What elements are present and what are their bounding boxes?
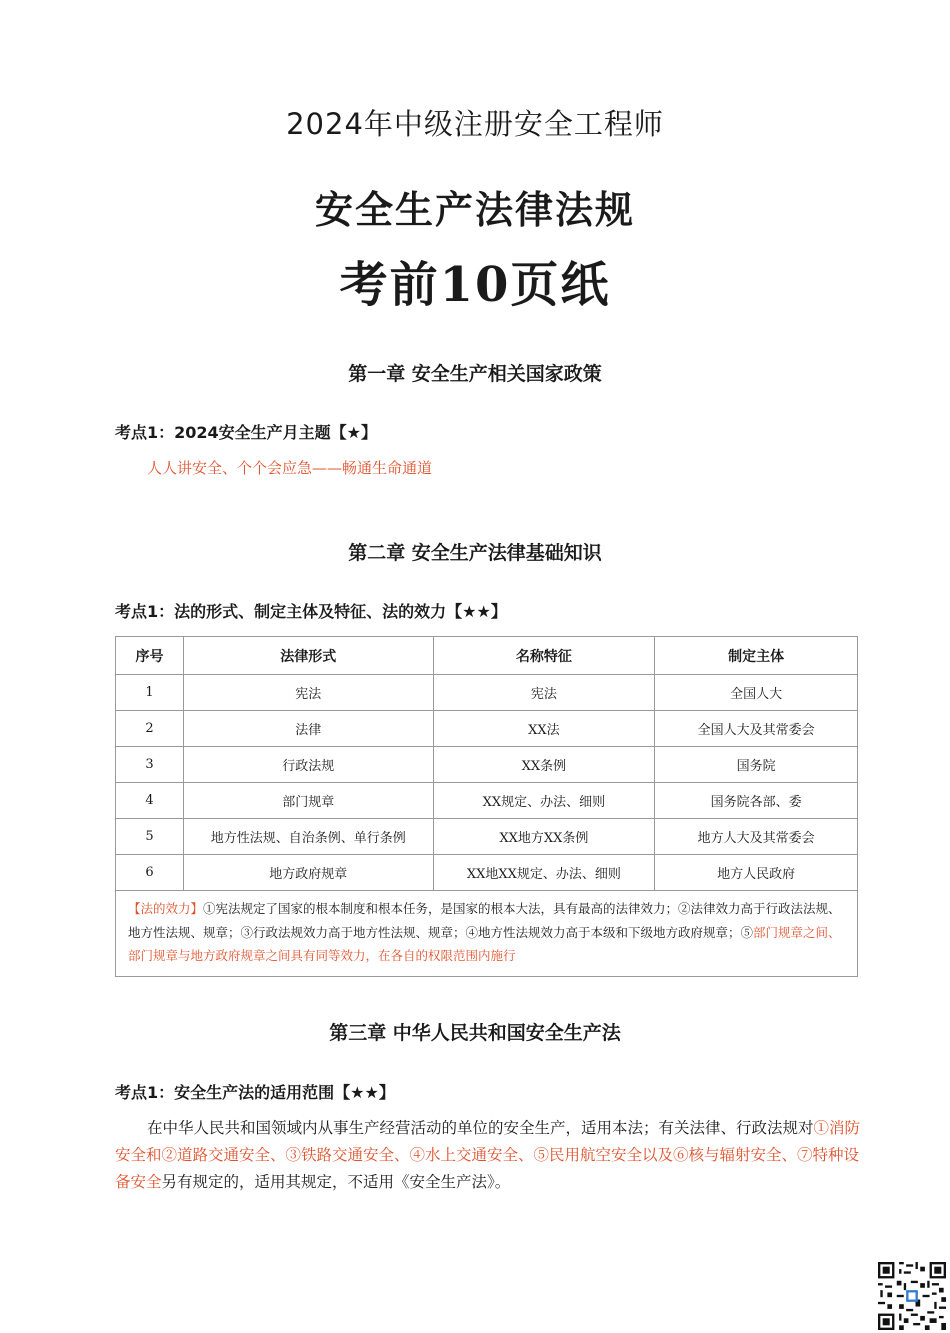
chapter-3-title: 第三章 中华人民共和国安全生产法 [329,1022,621,1044]
table-row [116,783,858,819]
exam-year-title: 2024年中级注册安全工程师 [286,107,664,141]
header-cell: 序号 [116,637,184,675]
scope-highlight: ①消防安全和②道路交通安全、③铁路交通安全、④水上交通安全、⑤民用航空安全以及⑥核与辐射安全、⑦特种设备安全 [115,1119,861,1191]
table-cell: 行政法规 [183,747,433,783]
table-cell: 地方人大及其常委会 [655,819,858,855]
table-cell: XX地XX规定、办法、细则 [433,855,655,891]
table-row [116,855,858,891]
table-row [116,675,858,711]
table-cell: 地方性法规、自治条例、单行条例 [183,819,433,855]
table-cell: 全国人大及其常委会 [655,711,858,747]
table-header-row [116,637,858,675]
header-cell: 制定主体 [655,637,858,675]
table-cell: 5 [116,819,184,855]
table-cell: XX地方XX条例 [433,819,655,855]
table-cell: 1 [116,675,184,711]
qr-code-icon [878,1262,946,1330]
table-row [116,747,858,783]
table-row [116,819,858,855]
scope-intro: 在中华人民共和国领域内从事生产经营活动的单位的安全生产，适用本法；有关法律、行政法规对 [147,1119,814,1137]
note-text: ①宪法规定了国家的根本制度和根本任务，是国家的根本大法，具有最高的法律效力；②法律效力高于行政法法规、地方性法规、规章；③行政法规效力高于地方性法规、规章；④地方性法规效力高于本级和下级地方政府规章；⑤ [128,901,841,940]
table-cell: 3 [116,747,184,783]
table-cell: XX条例 [433,747,655,783]
table-cell: XX规定、办法、细则 [433,783,655,819]
safety-month-theme: 人人讲安全、个个会应急——畅通生命通道 [147,459,433,477]
scope-tail: 另有规定的，适用其规定，不适用《安全生产法》。 [161,1173,511,1191]
table-cell: 部门规章 [183,783,433,819]
table-cell: 地方人民政府 [655,855,858,891]
table-cell: 全国人大 [655,675,858,711]
chapter-1-title: 第一章 安全生产相关国家政策 [348,363,602,385]
law-forms-table [115,636,858,977]
table-cell: 宪法 [183,675,433,711]
table-row [116,711,858,747]
booklet-title: 考前10页纸 [339,257,611,313]
chapter-3-kp1-title: 考点1：安全生产法的适用范围【★★】 [115,1083,395,1102]
table-note-row [116,891,858,977]
table-cell: 6 [116,855,184,891]
table-cell: 国务院各部、委 [655,783,858,819]
note-label: 【法的效力】 [128,901,204,916]
header-cell: 法律形式 [183,637,433,675]
table-cell: 2 [116,711,184,747]
chapter-2-title: 第二章 安全生产法律基础知识 [348,542,602,564]
chapter-1-kp1-title: 考点1：2024安全生产月主题【★】 [115,423,378,442]
table-cell: 地方政府规章 [183,855,433,891]
table-cell: 法律 [183,711,433,747]
table-cell: 4 [116,783,184,819]
scope-paragraph [115,1115,865,1196]
table-cell: 国务院 [655,747,858,783]
legal-effect-note [116,891,858,977]
table-cell: 宪法 [433,675,655,711]
note-highlight: 部门规章之间、部门规章与地方政府规章之间具有同等效力，在各自的权限范围内施行 [128,924,841,963]
table-cell: XX法 [433,711,655,747]
chapter-2-kp1-title: 考点1：法的形式、制定主体及特征、法的效力【★★】 [115,602,507,621]
header-cell: 名称特征 [433,637,655,675]
subject-title: 安全生产法律法规 [314,188,635,232]
